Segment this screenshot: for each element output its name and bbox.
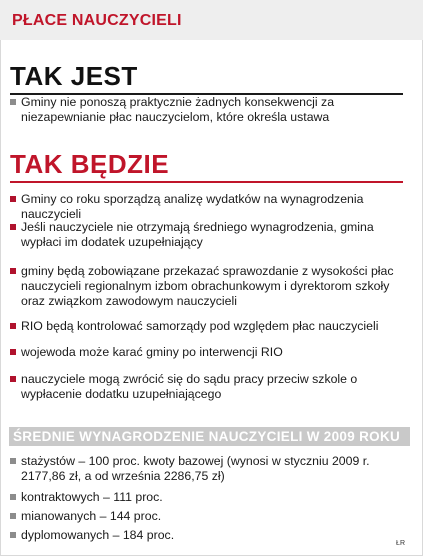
author-credit: ŁR [396,540,405,547]
bullet-square-icon [10,224,16,230]
section-heading-future-text: TAK BĘDZIE [10,149,170,179]
bullet-square-icon [10,268,16,274]
section-heading-future [10,149,403,179]
bullet-square-icon [10,458,16,464]
bullet-square-icon [10,376,16,382]
list-item-text: kontraktowych – 111 proc. [21,490,163,504]
list-item-text: RIO będą kontrolować samorządy pod względem płac nauczycieli [21,319,379,333]
section-divider [10,181,403,183]
list-item [10,95,408,125]
list-item [10,528,408,543]
list-item [10,372,408,402]
page-title: PŁACE NAUCZYCIELI [12,12,182,29]
list-item-text: wojewoda może karać gminy po interwencji RIO [21,345,283,359]
bullet-square-icon [10,323,16,329]
list-item [10,220,408,250]
list-item-text: stażystów – 100 proc. kwoty bazowej (wynosi w styczniu 2009 r. 2177,86 zł, a od września 2286,75 zł) [21,454,370,483]
section-heading-current-text: TAK JEST [10,61,138,91]
bullet-square-icon [10,513,16,519]
list-item [10,319,408,334]
list-item-text: Gminy co roku sporządzą analizę wydatków na wynagrodzenia nauczycieli [21,192,364,221]
bullet-square-icon [10,196,16,202]
list-item-text: dyplomowanych – 184 proc. [21,528,175,542]
list-item-text: nauczyciele mogą zwrócić się do sądu pracy przeciw szkole o wypłacenie dodatku uzupełniającego [21,372,358,401]
stats-heading-bar [9,427,410,446]
list-item [10,264,408,309]
stats-heading: ŚREDNIE WYNAGRODZENIE NAUCZYCIELI W 2009 ROKU [13,429,401,444]
list-item [10,490,408,505]
list-item-text: mianowanych – 144 proc. [21,509,162,523]
list-item-text: Gminy nie ponoszą praktycznie żadnych konsekwencji za niezapewnianie płac nauczycielom, które określa ustawa [21,95,335,124]
bullet-square-icon [10,532,16,538]
list-item-text: Jeśli nauczyciele nie otrzymają średniego wynagrodzenia, gmina wypłaci im dodatek uzupełniający [21,220,374,249]
bullet-square-icon [10,99,16,105]
list-item [10,192,408,222]
title-bar [0,0,423,40]
bullet-square-icon [10,494,16,500]
bullet-square-icon [10,349,16,355]
list-item [10,509,408,524]
list-item [10,345,408,360]
list-item-text: gminy będą zobowiązane przekazać sprawozdanie z wysokości płac nauczycieli regionalnym izbom obrachunkowym i dyrektorom szkoły oraz związkom zawodowym nauczycieli [21,264,394,308]
list-item [10,454,408,484]
section-heading-current [10,61,403,91]
